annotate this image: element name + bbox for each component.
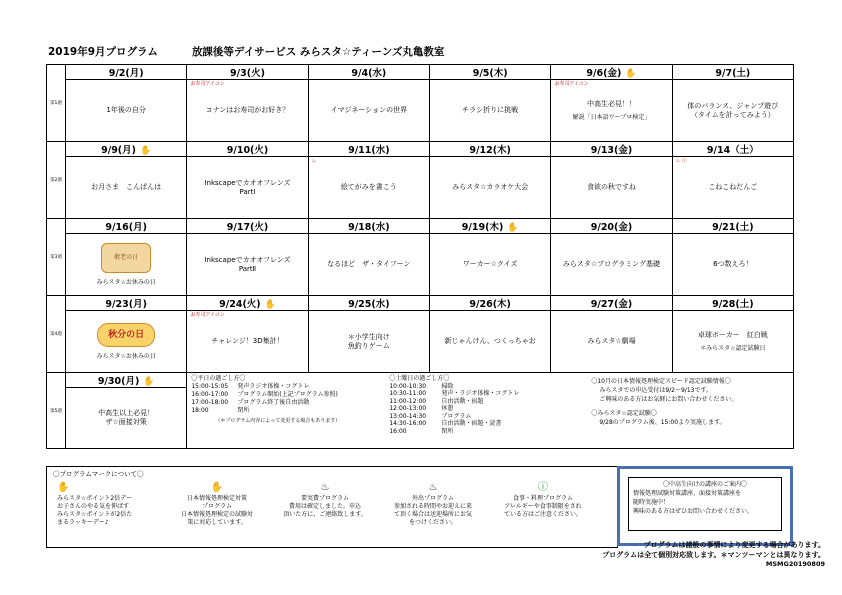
- point-double-icon: ✋: [625, 69, 637, 79]
- day-date-cell: [66, 65, 187, 80]
- schedule-activity: 休憩: [441, 405, 454, 412]
- program-name: 絵てがみを書こう: [340, 183, 397, 192]
- day-date-cell: [66, 373, 187, 388]
- footer-notes: [602, 540, 825, 570]
- program-name: イマジネーションの世界: [330, 106, 408, 115]
- day-date-cell: [672, 65, 793, 80]
- day-program-cell: [672, 311, 793, 373]
- program-name: なるほど ザ・タイフーン: [327, 260, 411, 269]
- day-date: 9/26(木): [469, 299, 511, 310]
- point-double-icon: ✋: [264, 300, 276, 310]
- point-double-icon: ✋: [507, 223, 519, 233]
- day-date: 9/14（土）: [706, 145, 759, 156]
- day-date-cell: [551, 142, 672, 157]
- schedule-row: [191, 407, 340, 415]
- program-name: コナンはお寿司がお好き？: [205, 106, 290, 115]
- legend-item-name: 要実費プログラム: [301, 495, 349, 502]
- legend-item-desc: お子さんのやる気を伸ばす みらスタ☆ポイントが2倍た まるラッキーデー♪: [57, 503, 133, 527]
- day-date-cell: [66, 219, 187, 234]
- day-date-cell: [429, 296, 550, 311]
- day-program-cell: [429, 80, 550, 142]
- day-date: 9/9(月): [101, 145, 136, 156]
- day-date-cell: [66, 142, 187, 157]
- saturday-schedule-title: 〇土曜日の過ごし方〇: [389, 375, 450, 382]
- day-date: 9/21(土): [712, 222, 754, 233]
- day-date-cell: [187, 142, 308, 157]
- day-date: 9/20(金): [590, 222, 633, 233]
- legend-item: [381, 481, 485, 527]
- schedule-row: [389, 420, 519, 428]
- day-date: 9/3(火): [230, 68, 265, 79]
- program-name: みらスタ☆劇場: [587, 337, 636, 346]
- day-date: 9/7(土): [715, 68, 751, 79]
- exam-info-line: みらスタでの申込受付は9/2～9/13です。: [599, 387, 712, 394]
- note-line: プログラムは全て個別対応致します。＊マンツーマンとは異なります。: [602, 551, 825, 560]
- weekday-schedule-title: 〇平日の過ごし方〇: [191, 375, 246, 382]
- program-mark-icon: ♨: [311, 158, 317, 164]
- day-date-cell: [672, 142, 793, 157]
- legend-item: [165, 481, 269, 527]
- legend-item: [273, 481, 377, 519]
- program-name: お月さま こんばんは: [91, 183, 162, 192]
- schedule-time: 11:00-12:00: [389, 397, 427, 405]
- day-date-cell: [308, 142, 429, 157]
- schedule-time: 13:00-14:30: [389, 412, 427, 420]
- day-program-cell: [429, 234, 550, 296]
- schedule-time: 10:00-10:30: [389, 382, 427, 390]
- day-date: 9/16(月): [105, 222, 147, 233]
- legend-item-desc: 参加される時間やお迎えに来 て頂く場合は送迎場所にお気 をつけください。: [393, 503, 472, 527]
- legend-title: 〇プログラムマークについて〇: [53, 470, 144, 478]
- day-date: 9/17(火): [226, 222, 269, 233]
- schedule-time: 10:30-11:00: [389, 390, 427, 397]
- day-date-cell: [66, 296, 187, 311]
- holiday-illustration-icon: 敬老の日: [101, 243, 151, 273]
- day-date: 9/19(木): [461, 222, 504, 233]
- legend-item-name: 外出プログラム: [412, 495, 454, 502]
- program-name: 中高生必見！！: [586, 99, 636, 108]
- day-program-cell: [672, 80, 793, 142]
- day-date: 9/25(水): [348, 299, 390, 310]
- day-date: 9/23(月): [105, 299, 147, 310]
- schedule-time: 15:00-15:05: [191, 383, 229, 391]
- program-name: こねこねだんご: [708, 183, 758, 192]
- point-double-icon: ✋: [139, 146, 152, 156]
- day-date-cell: [308, 65, 429, 80]
- middle-school-line: 情報処理試験対策講座、面接対策講座を: [633, 490, 742, 497]
- day-date: 9/4(水): [351, 68, 387, 79]
- schedule-row: [389, 398, 519, 406]
- exam-info-line: ご興味のある方はお気軽にお問い合わせください。: [599, 396, 738, 403]
- schedule-activity: 発声ラジオ体操・コグトレ: [237, 383, 310, 391]
- day-program-cell: [187, 157, 308, 219]
- point-double-icon: ✋: [143, 377, 155, 387]
- day-program-cell: [66, 388, 187, 449]
- day-date-cell: [308, 219, 429, 234]
- schedule-activity: プログラム開始(上記プログラム参照): [237, 391, 338, 399]
- day-program-cell: [308, 80, 429, 142]
- legend-item-name: みらスタ☆ポイント2倍デー: [57, 495, 133, 502]
- schedule-time: 17:00-18:00: [191, 399, 229, 407]
- program-name: 中高生以上必見！ ザ☆面接対策: [98, 409, 155, 426]
- schedule-row: [389, 390, 519, 398]
- weekday-schedule: [191, 375, 340, 425]
- day-date: 9/28(土): [712, 299, 754, 310]
- legend-mark-icon: ♨: [320, 482, 330, 493]
- program-name: 体のバランス、ジャンプ遊び （タイムを計ってみよう）: [687, 101, 779, 119]
- facility-title: 放課後等デイサービス みらスタ☆ティーンズ丸亀教室: [191, 46, 445, 58]
- legend-item-name: 日本情報処理検定対策 プログラム: [186, 495, 247, 511]
- program-subtext: みらスタ☆お休みの日: [96, 279, 156, 286]
- program-name: 新じゃんけん、つくっちゃお: [444, 337, 536, 346]
- legend-item-desc: 費用は確定しました。申込 頂いた方に、ご連絡致します。: [283, 503, 367, 519]
- week-label: 第2週: [47, 142, 66, 219]
- program-name: 6つ数えろ！: [713, 260, 753, 269]
- program-name: 食欲の秋ですね: [586, 183, 636, 192]
- schedule-time: 14:30-16:00: [389, 420, 427, 427]
- program-subtext: 解説「日本語ワープロ検定」: [572, 114, 651, 122]
- day-program-cell: [66, 234, 187, 296]
- day-date: 9/24(火): [219, 299, 261, 310]
- schedule-row: [191, 383, 340, 391]
- day-date-cell: [551, 65, 672, 80]
- weekday-schedule-note: （＊プログラム内容によって変更する場合もあります）: [215, 418, 341, 425]
- day-program-cell: [308, 234, 429, 296]
- schedule-info-cell: [187, 373, 794, 449]
- day-date-cell: [672, 219, 793, 234]
- program-name: ＊小学生向け 魚釣りゲーム: [347, 332, 390, 350]
- day-date-cell: [429, 142, 550, 157]
- schedule-time: 16:00-17:00: [191, 391, 229, 399]
- schedule-time: 18:00: [191, 407, 209, 415]
- program-name: 1年後の自分: [106, 106, 146, 115]
- week-label: 第1週: [47, 65, 66, 142]
- legend-item: [57, 481, 161, 527]
- program-subtext: ＊みらスタ☆認定試験日: [700, 345, 766, 353]
- program-name: チャレンジ！3D集計！: [211, 337, 284, 346]
- day-program-cell: [66, 157, 187, 219]
- program-name: 卓球ボーカー 紅白戦: [697, 330, 768, 339]
- day-date-cell: [429, 219, 550, 234]
- day-program-cell: [187, 80, 308, 142]
- program-mark-icon: ♨ ⓘ: [675, 158, 687, 164]
- day-program-cell: [429, 157, 550, 219]
- day-program-cell: [66, 311, 187, 373]
- program-name: Inkscapeでカオオフレンズ PartⅠ: [204, 178, 291, 196]
- week-label: 第5週: [47, 373, 66, 449]
- day-date: 9/2(月): [108, 68, 144, 79]
- exam-info: [591, 377, 737, 427]
- program-name: みらスタ☆カラオケ大会: [452, 183, 529, 192]
- exam-info-line: 〇みらスタ☆認定試験〇: [591, 410, 657, 417]
- day-date-cell: [672, 296, 793, 311]
- program-calendar: [46, 64, 794, 449]
- day-date: 9/11(水): [348, 145, 390, 156]
- schedule-activity: 自由活動・宿題: [441, 397, 484, 405]
- holiday-illustration-icon: 秋分の日: [97, 323, 155, 347]
- day-date-cell: [551, 219, 672, 234]
- legend-item-name: 食事・料理プログラム: [513, 495, 573, 502]
- program-name: みらスタ☆プログラミング基礎: [562, 260, 661, 269]
- day-program-cell: [672, 234, 793, 296]
- note-line: プログラムは諸般の事情により変更する場合があります。: [643, 541, 825, 549]
- legend-item-desc: アレルギーや食事制限をされ ている方はご注意ください。: [503, 503, 582, 519]
- schedule-activity: 閉所: [441, 427, 454, 435]
- program-subtext: みらスタ☆お休みの日: [96, 353, 156, 360]
- day-program-cell: [187, 311, 308, 373]
- day-date: 9/12(木): [469, 145, 511, 156]
- schedule-time: 12:00-13:00: [389, 405, 427, 412]
- day-date: 9/30(月): [97, 376, 140, 387]
- day-date: 9/6(金): [586, 68, 622, 79]
- schedule-row: [389, 413, 519, 421]
- legend-mark-icon: ✋: [210, 482, 224, 493]
- day-program-cell: [551, 80, 672, 142]
- schedule-activity: 自由活動・宿題・読書: [441, 420, 502, 427]
- program-mark-icon: お寿司アイコン: [190, 312, 225, 318]
- day-date: 9/13(金): [590, 145, 633, 156]
- day-program-cell: [551, 157, 672, 219]
- day-program-cell: [672, 157, 793, 219]
- program-name: ワーカー☆クイズ: [462, 260, 518, 269]
- day-program-cell: [308, 157, 429, 219]
- week-label: 第3週: [47, 219, 66, 296]
- day-date: 9/18(水): [348, 222, 390, 233]
- page-title: [48, 44, 444, 59]
- middle-school-info: [617, 466, 793, 546]
- day-date-cell: [551, 296, 672, 311]
- day-date-cell: [429, 65, 550, 80]
- saturday-schedule: [389, 375, 519, 435]
- day-program-cell: [429, 311, 550, 373]
- schedule-row: [389, 405, 519, 413]
- day-program-cell: [551, 234, 672, 296]
- day-program-cell: [66, 80, 187, 142]
- schedule-row: [389, 383, 519, 391]
- schedule-activity: 掃除: [441, 382, 454, 390]
- schedule-activity: 発声・ラジオ体操・コグトレ: [441, 390, 520, 397]
- middle-school-line: 興味のある方はぜひお問い合わせください。: [633, 508, 754, 515]
- middle-school-title: 〇中高生向けの講座のご案内〇: [662, 481, 747, 488]
- schedule-row: [191, 399, 340, 407]
- schedule-row: [389, 428, 519, 436]
- program-mark-icon: お寿司アイコン: [554, 81, 589, 87]
- legend-mark-icon: ✋: [57, 482, 70, 493]
- middle-school-line: 随時実施中！: [633, 499, 670, 506]
- day-date-cell: [308, 296, 429, 311]
- exam-info-line: 〇10月の日本情報処理検定スピード認定試験情報〇: [591, 378, 731, 385]
- day-date: 9/10(火): [226, 145, 269, 156]
- program-name: Inkscapeでカオオフレンズ PartⅡ: [204, 255, 291, 273]
- schedule-activity: 閉所: [237, 407, 250, 415]
- day-date-cell: [187, 219, 308, 234]
- legend-item: [491, 481, 595, 519]
- day-program-cell: [551, 311, 672, 373]
- legend-mark-icon: ♨: [428, 482, 438, 493]
- program-name: チラシ折りに挑戦: [462, 106, 519, 115]
- program-mark-legend: [46, 466, 618, 548]
- document-code: MSMG20190809: [765, 560, 825, 569]
- schedule-time: 16:00: [389, 427, 407, 435]
- program-mark-icon: お寿司アイコン: [190, 81, 225, 87]
- day-date-cell: [187, 65, 308, 80]
- day-program-cell: [308, 311, 429, 373]
- legend-mark-icon: ⓘ: [538, 482, 548, 493]
- day-date: 9/5(木): [472, 68, 508, 79]
- schedule-activity: プログラム終了後自由活動: [237, 399, 310, 407]
- schedule-activity: プログラム: [441, 412, 472, 420]
- day-program-cell: [187, 234, 308, 296]
- legend-item-desc: 日本情報処理検定の試験対 策に対応しています。: [180, 511, 253, 527]
- week-label: 第4週: [47, 296, 66, 373]
- exam-info-line: 9/28のプログラム後、15:00より実施します。: [599, 419, 726, 426]
- month-title: 2019年9月プログラム: [48, 46, 158, 58]
- day-date-cell: [187, 296, 308, 311]
- day-date: 9/27(金): [590, 299, 633, 310]
